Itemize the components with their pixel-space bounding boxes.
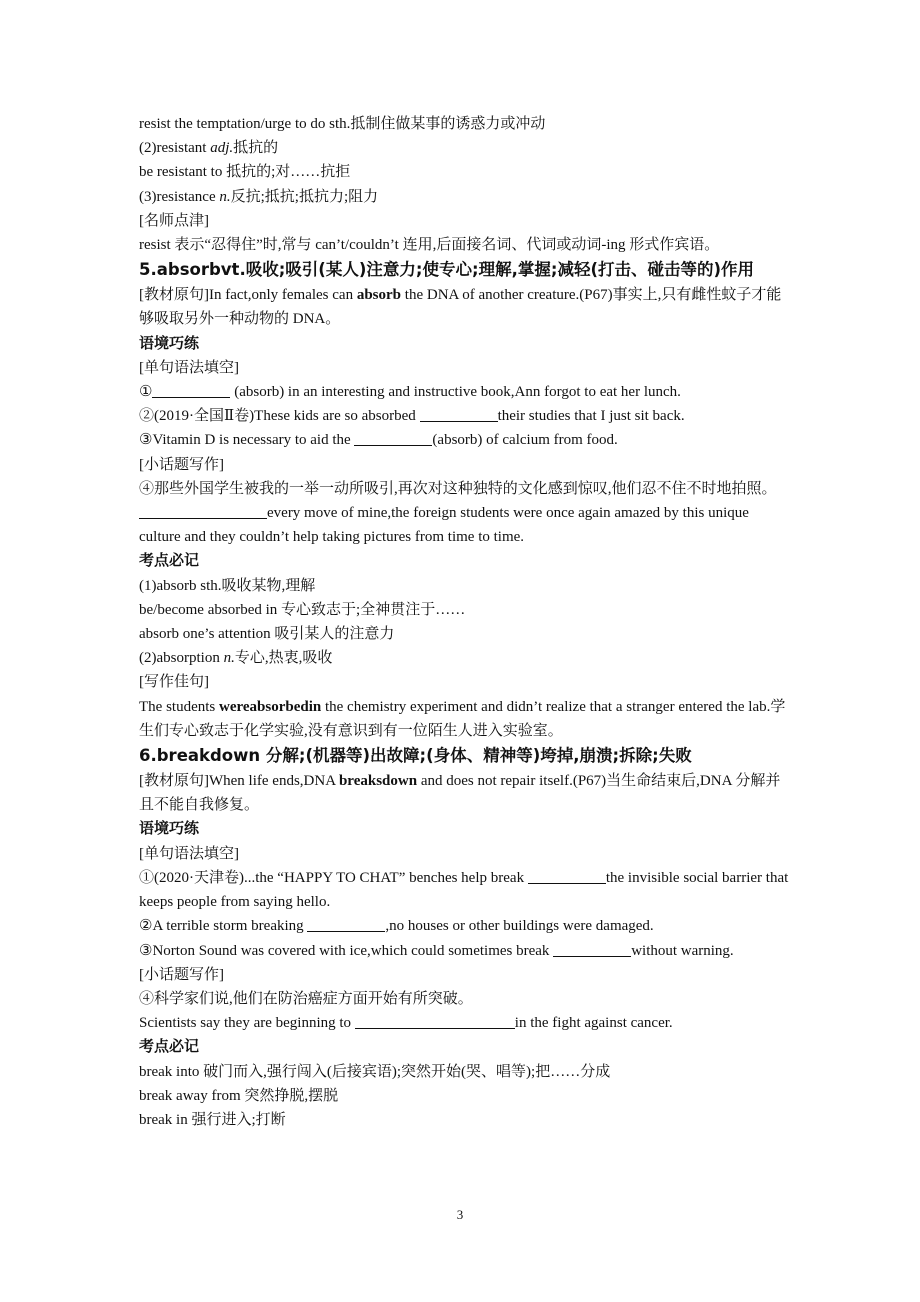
section-label: 考点必记 [139, 1039, 200, 1056]
exercise-item: ④那些外国学生被我的一举一动所吸引,再次对这种独特的文化感到惊叹,他们忍不住不时地拍照。 [139, 480, 777, 497]
exercise-item: ④科学家们说,他们在防治癌症方面开始有所突破。 [139, 990, 473, 1007]
text-line: be resistant to 抵抗的;对……抗拒 [139, 164, 351, 181]
text-line: break into 破门而入,强行闯入(后接宾语);突然开始(哭、唱等);把……分成 [139, 1063, 611, 1080]
answer-blank[interactable] [355, 1014, 515, 1029]
text-line: (3)resistance n.反抗;抵抗;抵抗力;阻力 [139, 188, 379, 205]
answer-blank[interactable] [152, 383, 230, 398]
entry-heading-absorb: 5.absorbvt.吸收;吸引(某人)注意力;使专心;理解,掌握;减轻(打击、碰击等的)作用 [139, 260, 755, 280]
example-sentence: The students wereabsorbedin the chemistry experiment and didn’t realize that a stranger entered the lab.学生们专心致志于化学实验,没有意识到有一位陌生人进入实验室。 [139, 698, 786, 739]
exercise-item: Scientists say they are beginning to in the fight against cancer. [139, 1015, 673, 1032]
exercise-item: ①(2020·天津卷)...the “HAPPY TO CHAT” benches help break the invisible social barrier that keeps people from saying hello. [139, 869, 789, 911]
section-label: [写作佳句] [139, 674, 209, 691]
text-line: (2)absorption n.专心,热衷,吸收 [139, 650, 333, 667]
page-number: 3 [456, 1207, 464, 1222]
section-label: [名师点津] [139, 212, 209, 229]
textbook-sentence: [教材原句]When life ends,DNA breaksdown and does not repair itself.(P67)当生命结束后,DNA 分解并且不能自我修复。 [139, 773, 781, 814]
section-label: [小话题写作] [139, 966, 224, 983]
exercise-item: ②(2019·全国Ⅱ卷)These kids are so absorbed their studies that I just sit back. [139, 408, 685, 425]
section-label: 语境巧练 [139, 335, 200, 352]
section-label: 考点必记 [139, 553, 200, 570]
section-label: [单句语法填空] [139, 845, 239, 862]
text-line: break in 强行进入;打断 [139, 1111, 286, 1128]
exercise-item: ②A terrible storm breaking ,no houses or other buildings were damaged. [139, 918, 654, 935]
textbook-sentence: [教材原句]In fact,only females can absorb the DNA of another creature.(P67)事实上,只有雌性蚊子才能够吸取另外一种动物的 DNA。 [139, 287, 782, 328]
answer-blank[interactable] [307, 917, 385, 932]
document-body [139, 112, 789, 1132]
answer-blank[interactable] [553, 942, 631, 957]
answer-blank[interactable] [139, 504, 267, 519]
text-line: absorb one’s attention 吸引某人的注意力 [139, 626, 395, 643]
answer-blank[interactable] [528, 869, 606, 884]
text-line: resist 表示“忍得住”时,常与 can’t/couldn’t 连用,后面接名词、代词或动词-ing 形式作宾语。 [139, 237, 720, 254]
exercise-item: ③Norton Sound was covered with ice,which could sometimes break without warning. [139, 942, 734, 959]
section-label: 语境巧练 [139, 821, 200, 838]
text-line: resist the temptation/urge to do sth.抵制住做某事的诱惑力或冲动 [139, 116, 546, 132]
answer-blank[interactable] [354, 431, 432, 446]
exercise-item: ③Vitamin D is necessary to aid the (absorb) of calcium from food. [139, 432, 618, 449]
exercise-item: ① (absorb) in an interesting and instructive book,Ann forgot to eat her lunch. [139, 384, 681, 401]
section-label: [小话题写作] [139, 456, 224, 473]
entry-heading-breakdown: 6.breakdown 分解;(机器等)出故障;(身体、精神等)垮掉,崩溃;拆除;失败 [139, 746, 692, 766]
exercise-item: every move of mine,the foreign students were once again amazed by this unique culture and they couldn’t help taking pictures from time to time. [139, 505, 749, 546]
text-line: (2)resistant adj.抵抗的 [139, 140, 279, 157]
text-line: be/become absorbed in 专心致志于;全神贯注于…… [139, 601, 466, 618]
answer-blank[interactable] [420, 407, 498, 422]
text-line: break away from 突然挣脱,摆脱 [139, 1087, 339, 1104]
section-label: [单句语法填空] [139, 359, 239, 376]
text-line: (1)absorb sth.吸收某物,理解 [139, 577, 316, 594]
